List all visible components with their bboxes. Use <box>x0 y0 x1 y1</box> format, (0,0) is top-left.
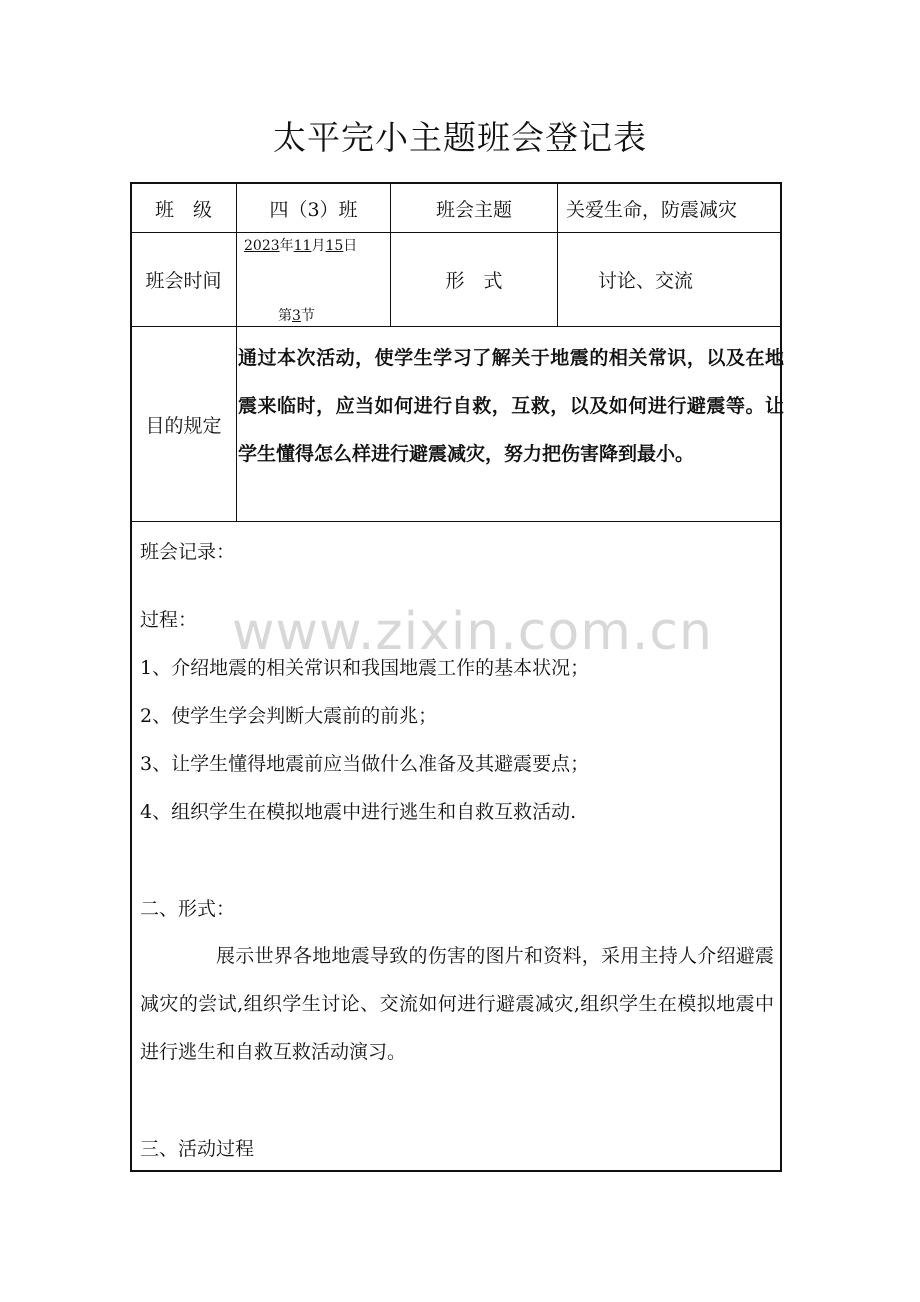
form-heading: 二、形式： <box>140 898 236 920</box>
process-item: 4、组织学生在模拟地震中进行逃生和自救互救活动. <box>140 801 577 823</box>
process-item: 3、让学生懂得地震前应当做什么准备及其避震要点； <box>140 753 590 775</box>
form-value: 讨论、交流 <box>598 270 694 292</box>
form-label: 形 式 <box>445 270 503 292</box>
process-item: 2、使学生学会判断大震前的前兆； <box>140 705 438 727</box>
lesson-period <box>278 305 315 325</box>
process-heading: 过程： <box>140 609 198 631</box>
record-heading: 班会记录： <box>140 541 236 563</box>
class-value: 四（3）班 <box>269 198 358 221</box>
activity-heading: 三、活动过程 <box>140 1138 255 1160</box>
time-label: 班会时间 <box>145 270 222 292</box>
lesson-prefix: 第 <box>278 308 292 324</box>
date-day: 15 <box>325 238 344 254</box>
theme-label: 班会主题 <box>435 198 512 221</box>
meeting-date <box>244 236 374 256</box>
form-paragraph: 展示世界各地地震导致的伤害的图片和资料，采用主持人介绍避震减灾的尝试,组织学生讨论、交流如何进行避震减灾,组织学生在模拟地震中进行逃生和自救互救活动演习。 <box>140 945 774 1063</box>
date-year: 2023 <box>244 238 280 254</box>
purpose-text: 通过本次活动，使学生学习了解关于地震的相关常识，以及在地震来临时，应当如何进行自救，互救，以及如何进行避震等。让学生懂得怎么样进行避震减灾，努力把伤害降到最小。 <box>238 347 784 465</box>
page-title: 太平完小主题班会登记表 <box>273 118 647 157</box>
date-month: 11 <box>293 238 312 254</box>
date-month-suffix: 月 <box>311 238 326 254</box>
date-year-suffix: 年 <box>279 238 294 254</box>
row-divider <box>130 521 782 522</box>
process-item: 1、介绍地震的相关常识和我国地震工作的基本状况； <box>140 657 590 679</box>
lesson-suffix: 节 <box>300 308 315 324</box>
theme-value: 关爱生命，防震减灾 <box>566 198 738 221</box>
lesson-number: 3 <box>292 308 301 324</box>
column-divider <box>557 182 558 327</box>
watermark: www.zixin.com.cn <box>232 602 713 662</box>
class-label: 班 级 <box>154 198 212 221</box>
purpose-label: 目的规定 <box>145 414 222 437</box>
column-divider <box>236 182 237 522</box>
date-day-suffix: 日 <box>343 238 358 254</box>
